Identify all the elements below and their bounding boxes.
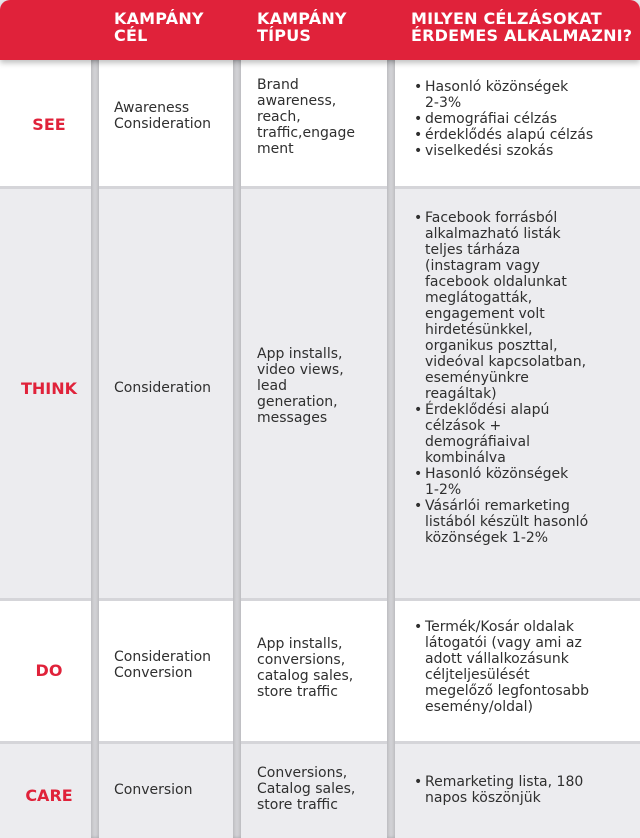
targeting-list [411, 619, 636, 715]
targeting-list [411, 79, 636, 159]
list-item: • Érdeklődési alapú célzások + demográfiaival kombinálva [411, 402, 636, 466]
list-item: • Hasonló közönségek 1-2% [411, 466, 636, 498]
campaign-type-cell: App installs, video views, lead generation, messages [257, 346, 344, 426]
campaign-goal-cell: Consideration Conversion [114, 649, 212, 681]
campaign-goal-cell: Conversion [114, 782, 193, 798]
campaign-type-cell: Conversions, Catalog sales, store traffic [257, 765, 356, 813]
table-header [0, 0, 640, 60]
list-item: • Remarketing lista, 180 napos köszönjük [411, 774, 636, 806]
campaign-goal-cell: Awareness Consideration [114, 100, 212, 132]
stage-label: DO [35, 661, 63, 680]
list-item: • viselkedési szokás [411, 143, 636, 159]
header-campaign-type: KAMPÁNY TÍPUS [257, 9, 347, 45]
targeting-list [411, 210, 636, 546]
header-targeting: MILYEN CÉLZÁSOKAT ÉRDEMES ALKALMAZNI? [411, 9, 633, 45]
stage-label: THINK [20, 379, 78, 398]
targeting-list [411, 774, 636, 806]
list-item: • Vásárlói remarketing listából készült hasonló közönségek 1-2% [411, 498, 636, 546]
column-divider [233, 60, 241, 838]
campaign-goal-cell: Consideration [114, 380, 212, 396]
header-campaign-goal: KAMPÁNY CÉL [114, 9, 204, 45]
list-item: • Hasonló közönségek 2-3% [411, 79, 636, 111]
list-item: • Termék/Kosár oldalak látogatói (vagy ami az adott vállalkozásunk céljteljesülését megelőző legfontosabb esemény/oldal) [411, 619, 636, 715]
stage-label: CARE [25, 786, 73, 805]
campaign-type-cell: App installs, conversions, catalog sales, store traffic [257, 636, 354, 700]
stage-label: SEE [32, 115, 66, 134]
list-item: • érdeklődés alapú célzás [411, 127, 636, 143]
campaign-type-cell: Brand awareness, reach, traffic,engage ment [257, 77, 355, 157]
list-item: • Facebook forrásból alkalmazható listák teljes tárháza (instagram vagy facebook oldalunkat meglátogatták, engagement volt hirdetésünkkel, organikus poszttal, videóval kapcsolatban, eseményünkre reagáltak) [411, 210, 636, 402]
column-divider [91, 60, 99, 838]
list-item: • demográfiai célzás [411, 111, 636, 127]
column-divider [387, 60, 395, 838]
